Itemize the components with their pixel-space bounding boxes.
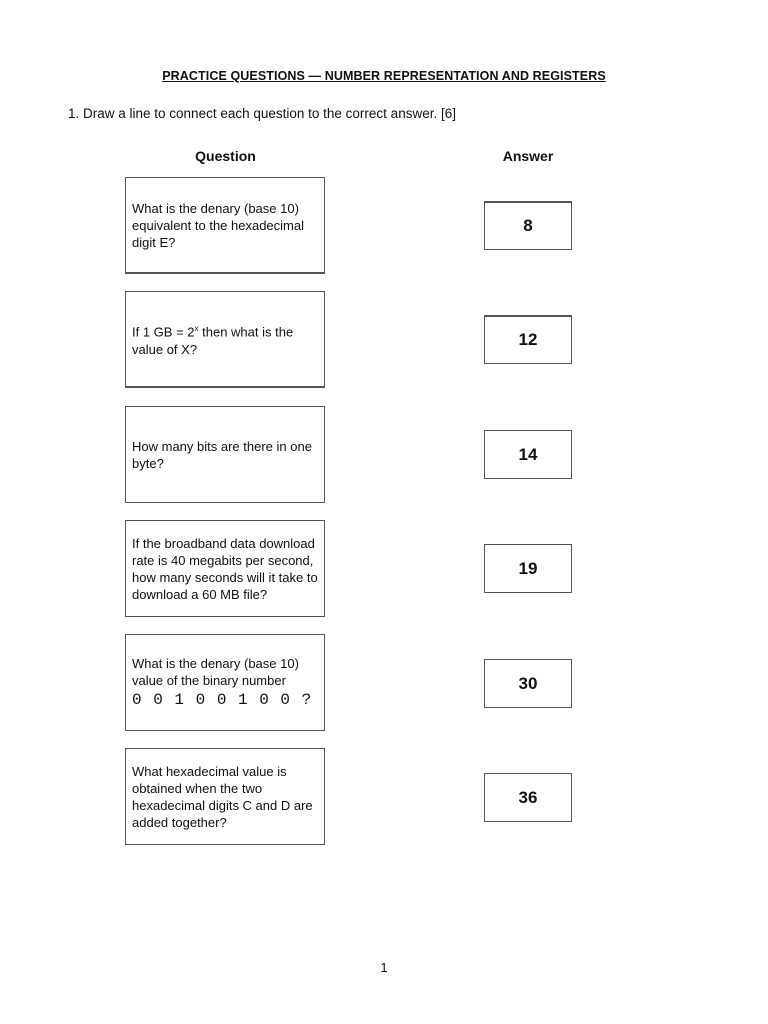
question-text-6: What hexadecimal value is obtained when the two hexadecimal digits C and D are added together? xyxy=(132,763,313,830)
question-text-5-main: What is the denary (base 10) value of the binary number xyxy=(132,656,299,688)
question-text-2 xyxy=(132,320,318,357)
question-box-3[interactable] xyxy=(125,406,325,503)
question-box-1[interactable] xyxy=(125,177,325,274)
question-box-5[interactable] xyxy=(125,634,325,731)
question-text-1: What is the denary (base 10) equivalent to the hexadecimal digit E? xyxy=(132,200,305,250)
answer-column-heading: Answer xyxy=(502,148,554,164)
question-box-2[interactable] xyxy=(125,291,325,388)
page-title: PRACTICE QUESTIONS — NUMBER REPRESENTATION AND REGISTERS xyxy=(162,69,606,83)
question-column-heading: Question xyxy=(195,148,256,164)
question-instruction: 1. Draw a line to connect each question to the correct answer. [6] xyxy=(68,106,456,121)
answer-box-2[interactable]: 12 xyxy=(484,315,572,364)
question-text-4: If the broadband data download rate is 40 megabits per second, how many seconds will it take to download a 60 MB file? xyxy=(132,535,318,602)
question-box-6[interactable] xyxy=(125,748,325,845)
question-text-2-superscript: x xyxy=(194,324,199,334)
question-text-2-after: then what is the value of X? xyxy=(132,324,294,357)
answer-box-4[interactable]: 19 xyxy=(484,544,572,593)
question-box-4[interactable] xyxy=(125,520,325,617)
page-number: 1 xyxy=(380,960,388,975)
answer-box-3[interactable]: 14 xyxy=(484,430,572,479)
answer-box-5[interactable]: 30 xyxy=(484,659,572,708)
question-text-3: How many bits are there in one byte? xyxy=(132,438,312,471)
binary-number: 0 0 1 0 0 1 0 0 ? xyxy=(132,691,313,709)
answer-box-1[interactable]: 8 xyxy=(484,201,572,250)
answer-box-6[interactable]: 36 xyxy=(484,773,572,822)
question-text-5 xyxy=(132,655,318,710)
question-text-2-before: If 1 GB = 2 xyxy=(132,324,195,340)
